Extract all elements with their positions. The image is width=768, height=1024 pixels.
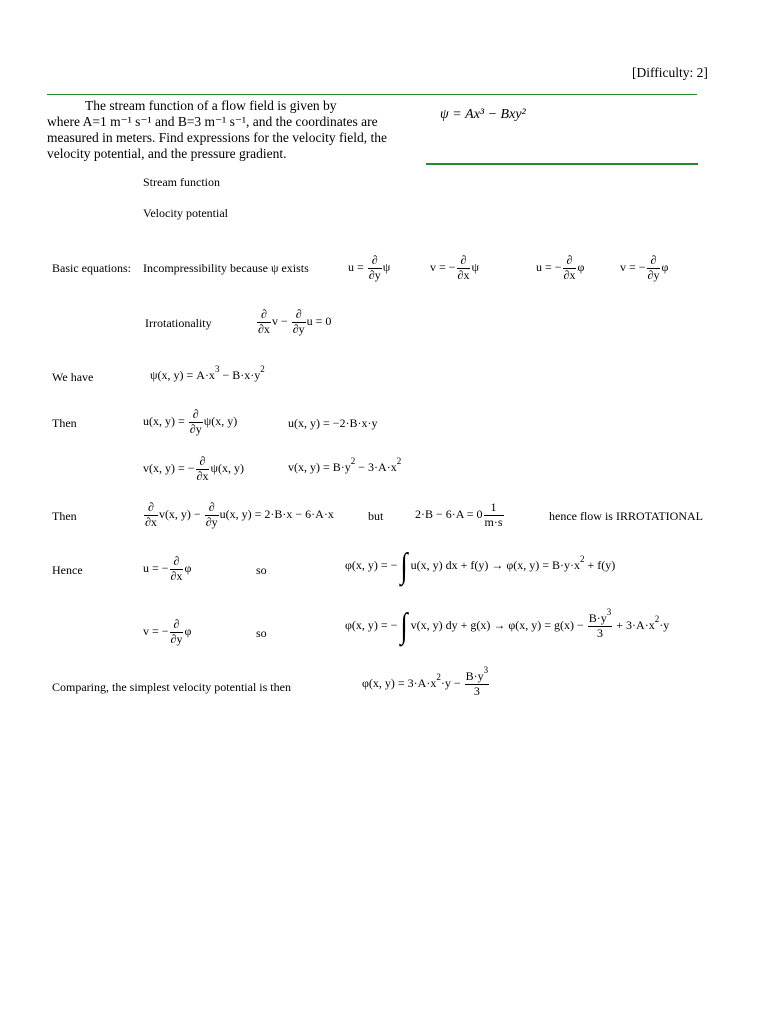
then-label-1: Then <box>52 416 77 430</box>
v-from-phi: v = − $\frac{\partial}{\partial y}$ φ <box>620 253 669 282</box>
phi-from-v: φ(x, y) = − ∫ v(x, y) dy + g(x) → φ(x, y) = g(x) − $\frac{B\cdot y^3}{3}$ + $3\cdot A\cdot x^2\cdot y$ <box>345 606 670 646</box>
irrotational-conclusion: hence flow is IRROTATIONAL <box>549 509 704 523</box>
so-label-2: so <box>256 626 267 640</box>
header-rule <box>47 94 697 95</box>
u-result: u(x, y) = −2·B·x·y <box>288 416 378 430</box>
irrotationality-label: Irrotationality <box>145 316 212 330</box>
u-phi-relation: u = − $\frac{\partial}{\partial x}$ φ <box>143 554 192 583</box>
problem-line-4: velocity potential, and the pressure gradient. <box>47 146 287 161</box>
so-label-1: so <box>256 563 267 577</box>
velocity-potential-label: Velocity potential <box>143 206 228 220</box>
u-from-phi: u = − $\frac{\partial}{\partial x}$ φ <box>536 253 585 282</box>
difficulty-label: [Difficulty: 2] <box>632 65 708 80</box>
u-derivative: u(x, y) = $\frac{\partial}{\partial y}$ ψ(x, y) <box>143 407 238 436</box>
incompressibility-label: Incompressibility because ψ exists <box>143 261 309 275</box>
hence-label: Hence <box>52 563 83 577</box>
v-phi-relation: v = − $\frac{\partial}{\partial y}$ φ <box>143 617 192 646</box>
final-velocity-potential: φ(x, $y) = 3\cdot A\cdot x^2\cdot y$ − $\frac{B\cdot y^3}{3}$ <box>362 665 489 698</box>
psi-expression: ψ(x, $y) = A\cdot x^3 - B\cdot x\cdot y^2$ <box>150 364 265 382</box>
v-derivative: v(x, y) = − $\frac{\partial}{\partial x}$ ψ(x, y) <box>143 454 244 483</box>
given-stream-function: ψ = Ax³ − Bxy² <box>440 107 526 122</box>
irrotationality-equation: $\frac{\partial}{\partial x}$ v − $\frac{\partial}{\partial y}$ u = 0 <box>258 307 332 336</box>
problem-rule <box>426 163 698 165</box>
problem-line-1: The stream function of a flow field is given by <box>85 98 337 113</box>
stream-function-label: Stream function <box>143 175 220 189</box>
problem-line-2: where A=1 m⁻¹ s⁻¹ and B=3 m⁻¹ s⁻¹, and the coordinates are <box>47 114 378 129</box>
comparing-label: Comparing, the simplest velocity potential is then <box>52 680 291 694</box>
curl-expression: $\frac{\partial}{\partial x}$ v(x, y) − $\frac{\partial}{\partial y}$ u(x, y) = 2·B·x − 6·A·x <box>145 500 334 529</box>
phi-from-u: φ(x, y) = − ∫ u(x, y) dx + f(y) → φ(x, $y) = B\cdot y\cdot x^2 + f(y)$ <box>345 545 616 585</box>
but-label: but <box>368 509 384 523</box>
v-result: v(x, $y) = B\cdot y^2 - 3\cdot A\cdot x^2$ <box>288 456 402 474</box>
u-from-psi: u = $\frac{\partial}{\partial y}$ ψ <box>348 253 391 282</box>
irrotational-check: 2·B − 6·A = 0 $\frac{1}{m\cdot s}$ <box>415 500 503 529</box>
problem-line-3: measured in meters. Find expressions for the velocity field, the <box>47 130 388 145</box>
v-from-psi: v = − $\frac{\partial}{\partial x}$ ψ <box>430 253 479 282</box>
basic-equations-label: Basic equations: <box>52 261 131 275</box>
we-have-label: We have <box>52 370 94 384</box>
then-label-2: Then <box>52 509 77 523</box>
